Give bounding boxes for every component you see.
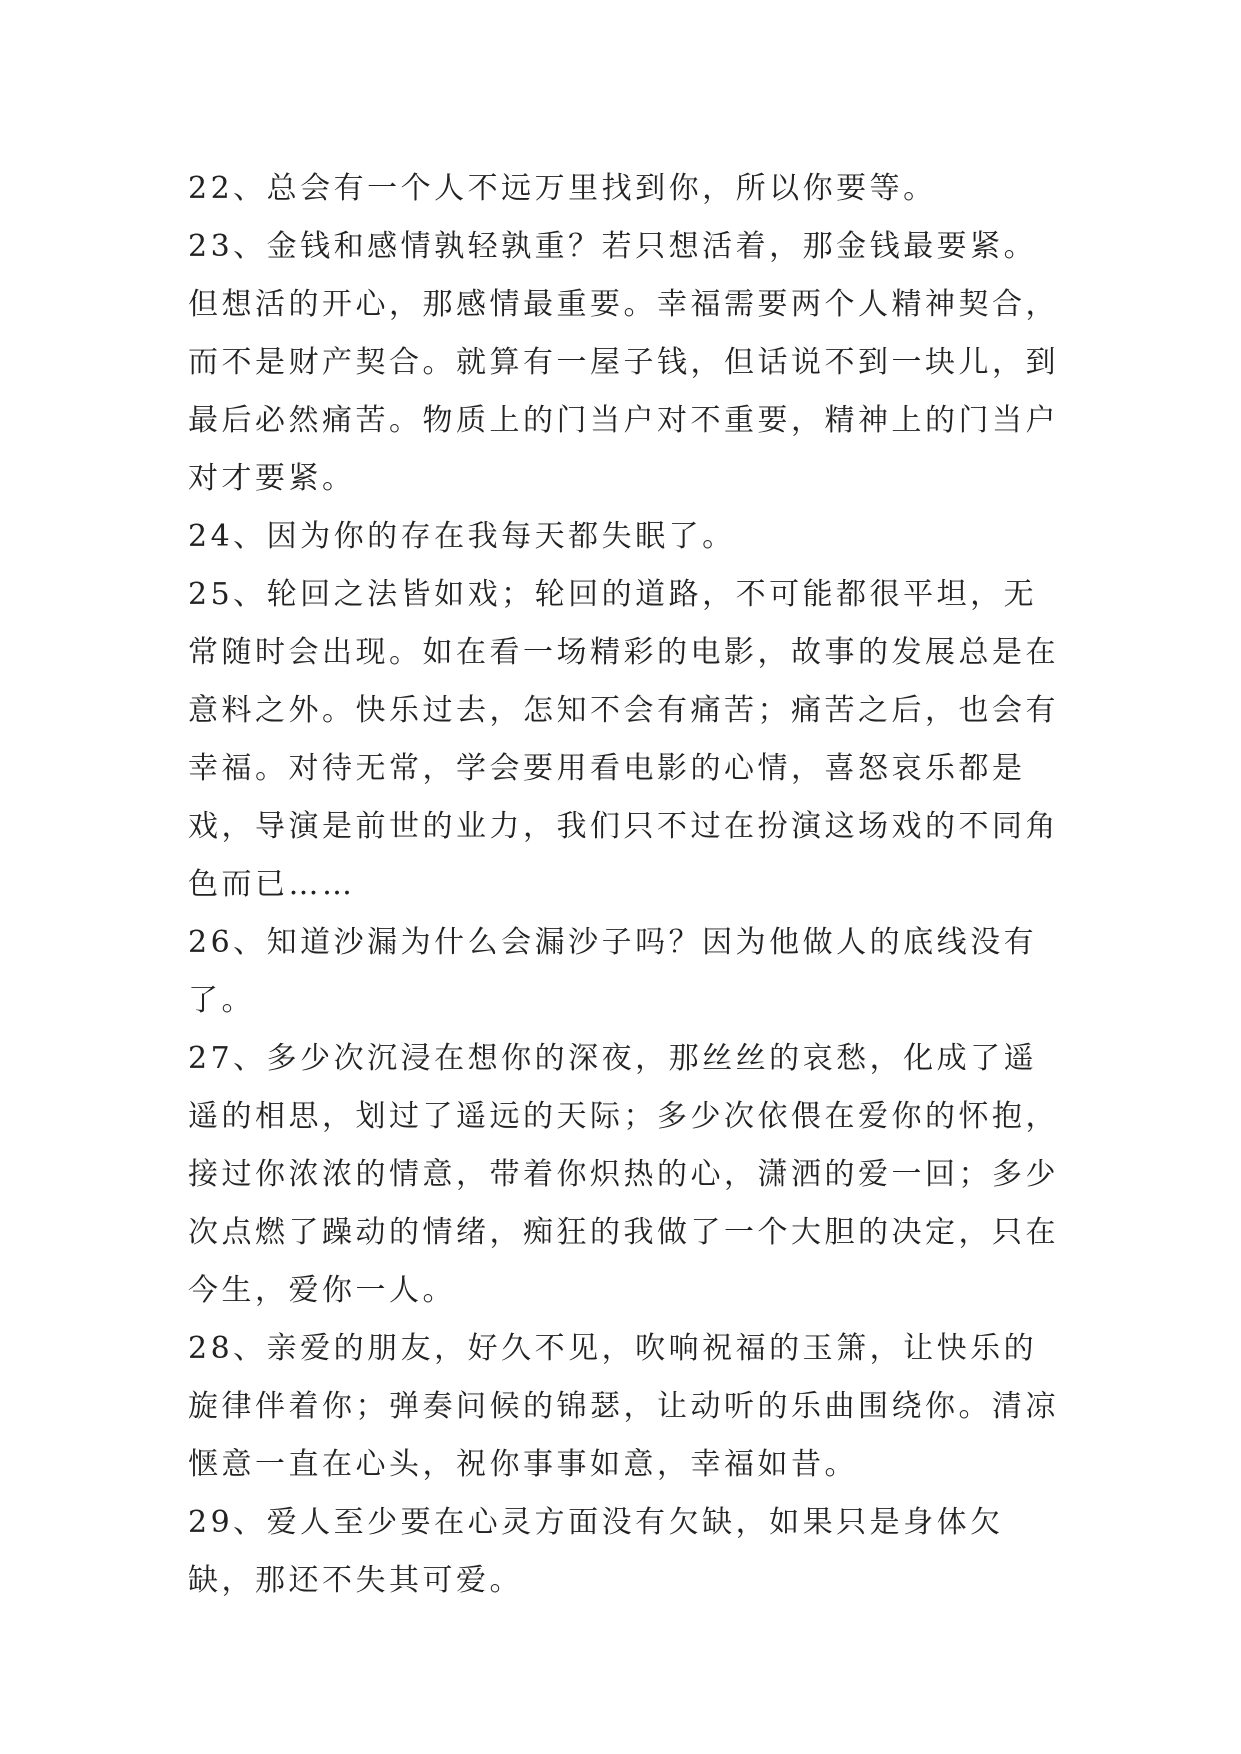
paragraph-22: 22、总会有一个人不远万里找到你，所以你要等。 — [188, 171, 937, 206]
paragraph-29: 29、爱人至少要在心灵方面没有欠缺，如果只是身体欠缺，那还不失其可爱。 — [188, 1505, 1004, 1598]
paragraph-28: 28、亲爱的朋友，好久不见，吹响祝福的玉箫，让快乐的旋律伴着你；弹奏问候的锦瑟，让动听的乐曲围绕你。清凉惬意一直在心头，祝你事事如意，幸福如昔。 — [188, 1331, 1059, 1482]
paragraph-27: 27、多少次沉浸在想你的深夜，那丝丝的哀愁，化成了遥遥的相思，划过了遥远的天际；多少次依偎在爱你的怀抱，接过你浓浓的情意，带着你炽热的心，潇洒的爱一回；多少次点燃了躁动的情绪，痴狂的我做了一个大胆的决定，只在今生，爱你一人。 — [188, 1041, 1059, 1308]
paragraph-23: 23、金钱和感情孰轻孰重？若只想活着，那金钱最要紧。但想活的开心，那感情最重要。幸福需要两个人精神契合，而不是财产契合。就算有一屋子钱，但话说不到一块儿，到最后必然痛苦。物质上的门当户对不重要，精神上的门当户对才要紧。 — [188, 229, 1059, 496]
document-page — [188, 160, 1068, 1610]
paragraph-25: 25、轮回之法皆如戏；轮回的道路，不可能都很平坦，无常随时会出现。如在看一场精彩的电影，故事的发展总是在意料之外。快乐过去，怎知不会有痛苦；痛苦之后，也会有幸福。对待无常，学会要用看电影的心情，喜怒哀乐都是戏，导演是前世的业力，我们只不过在扮演这场戏的不同角色而已…… — [188, 577, 1059, 902]
paragraph-24: 24、因为你的存在我每天都失眠了。 — [188, 519, 736, 554]
paragraph-26: 26、知道沙漏为什么会漏沙子吗？因为他做人的底线没有了。 — [188, 925, 1038, 1018]
